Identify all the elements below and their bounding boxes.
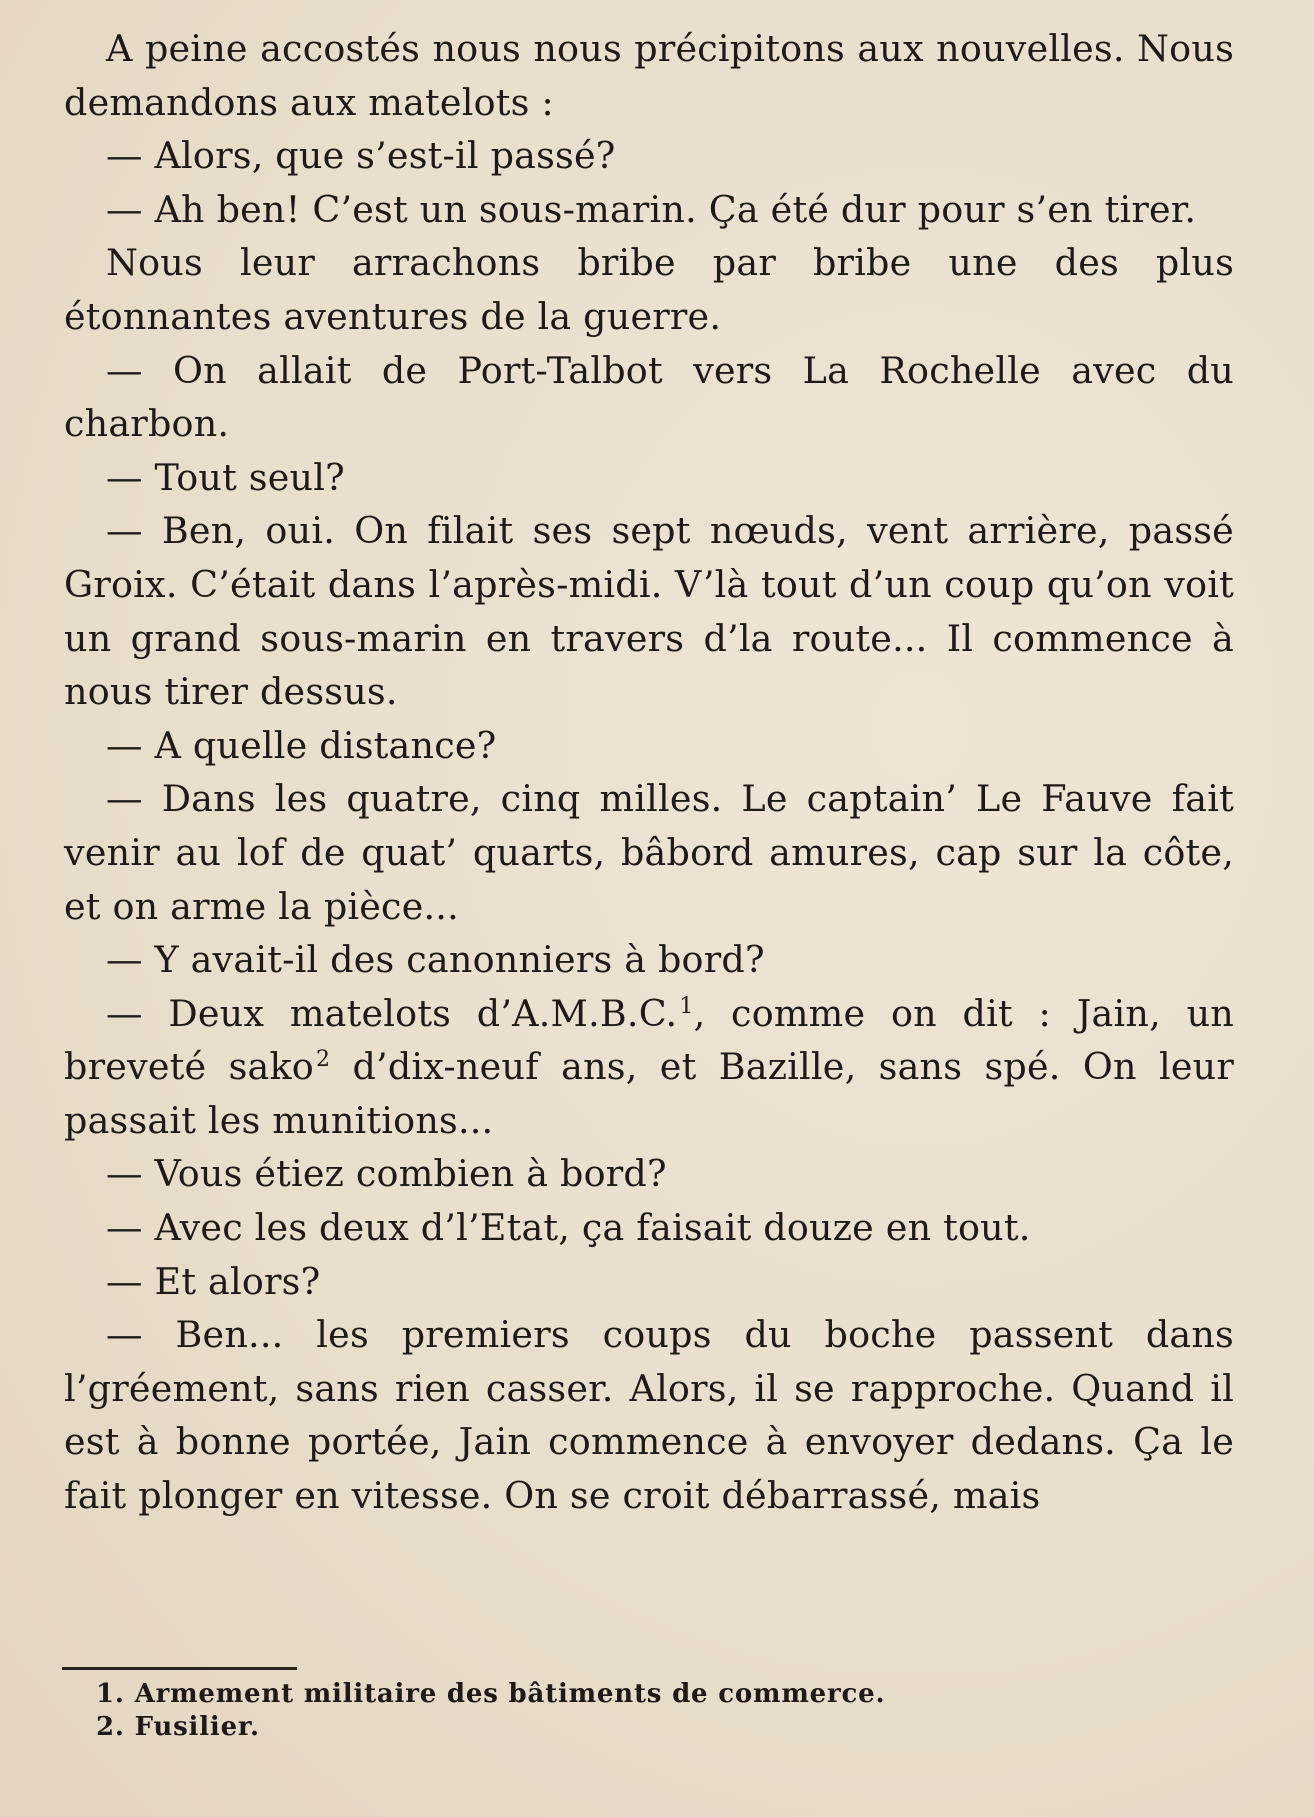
paragraph-11-part-a: — Deux matelots d’A.M.B.C. xyxy=(106,991,678,1035)
paragraph-4: Nous leur arrachons bribe par bribe une des plus étonnantes aventures de la guerre. xyxy=(64,241,1234,338)
paragraph-12: — Vous étiez combien à bord? xyxy=(106,1152,667,1196)
footnote-1: 1. Armement militaire des bâtiments de commerce. xyxy=(96,1679,886,1709)
paragraph-13: — Avec les deux d’l’Etat, ça faisait douze en tout. xyxy=(106,1206,1031,1250)
footnote-divider xyxy=(62,1667,297,1670)
paragraph-1: A peine accostés nous nous précipitons aux nouvelles. Nous demandons aux matelots : xyxy=(64,27,1234,124)
paragraph-3: — Ah ben! C’est un sous-marin. Ça été dur pour s’en tirer. xyxy=(106,187,1197,231)
paragraph-2: — Alors, que s’est-il passé? xyxy=(106,134,616,178)
footnote-2: 2. Fusilier. xyxy=(96,1712,260,1742)
paragraph-15: — Ben... les premiers coups du boche passent dans l’gréement, sans rien casser. Alors, il se rapproche. Quand il est à bonne portée, Jain commence à envoyer dedans. Ça le fait plonger en vitesse. On se croit débarrassé, mais xyxy=(64,1313,1234,1518)
footnote-ref-2: 2 xyxy=(315,1047,331,1073)
footnotes xyxy=(96,1678,1196,1744)
paragraph-14: — Et alors? xyxy=(106,1259,321,1303)
page-content xyxy=(64,22,1234,1523)
body-text xyxy=(64,22,1234,1523)
paragraph-11-part-c: d’dix-neuf ans, et Bazille, sans spé. On leur passait les munitions... xyxy=(64,1045,1234,1142)
footnote-ref-1: 1 xyxy=(679,993,694,1019)
paragraph-10: — Y avait-il des canonniers à bord? xyxy=(106,938,765,982)
paragraph-6: — Tout seul? xyxy=(106,455,345,499)
paragraph-11-part-b: , comme on dit : Jain, un breveté sako xyxy=(64,991,1234,1089)
paragraph-11 xyxy=(64,987,1234,1148)
paragraph-7: — Ben, oui. On filait ses sept nœuds, vent arrière, passé Groix. C’était dans l’après-midi. V’là tout d’un coup qu’on voit un grand sous-marin en travers d’la route... Il commence à nous tirer dessus. xyxy=(64,509,1234,714)
paragraph-8: — A quelle distance? xyxy=(106,723,497,767)
paragraph-5: — On allait de Port-Talbot vers La Rochelle avec du charbon. xyxy=(64,348,1234,446)
paragraph-9: — Dans les quatre, cinq milles. Le captain’ Le Fauve fait venir au lof de quat’ quarts, bâbord amures, cap sur la côte, et on arme la pièce... xyxy=(64,777,1234,928)
